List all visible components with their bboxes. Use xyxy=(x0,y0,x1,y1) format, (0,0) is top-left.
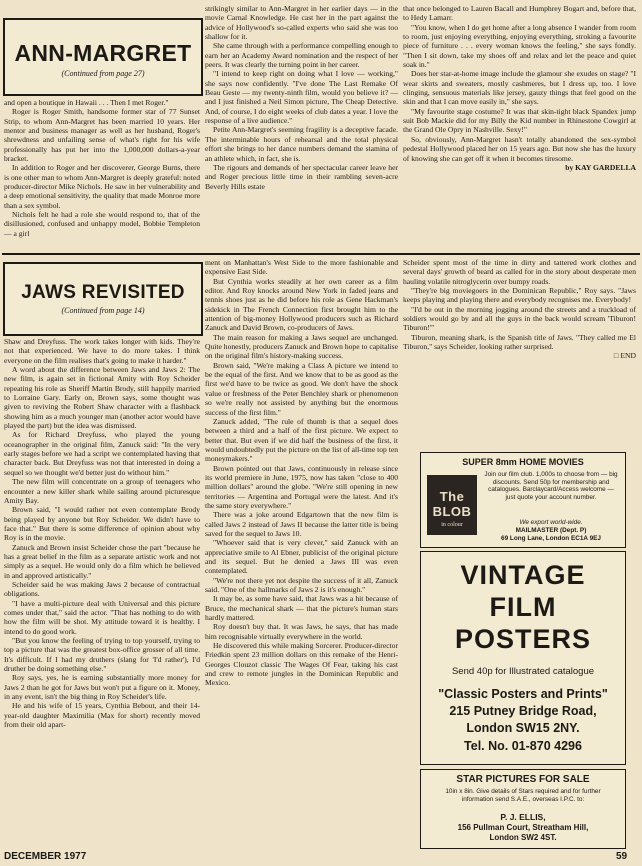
vintage-posters-ad xyxy=(420,551,626,765)
paragraph: "But you know the feeling of trying to top yourself, trying to top a picture that was the greatest box-office grosser of all time. It's difficult. If I had my druthers (slang for 'I'd rather'), I'd druther be doing something else." xyxy=(4,636,200,674)
vintage-tel: Tel. No. 01-870 4296 xyxy=(464,739,582,753)
ann-margret-col3 xyxy=(403,4,636,172)
paragraph: "Whoever said that is very clever," said Zanuck with an appreciative smile to Al Ebner, publicist of the original picture and its sequel. But he denied a Jaws III was even contemplated. xyxy=(205,538,398,576)
paragraph: So, obviously, Ann-Margret hasn't totally abandoned the sex-symbol pedestal Hollywood placed her on 15 years ago. But now she has the luxury of knowing she can get off it when it becomes tiresome. xyxy=(403,134,636,163)
super8-address: 69 Long Lane, London EC1A 9EJ xyxy=(501,535,601,542)
ann-margret-continued: (Continued from page 27) xyxy=(61,69,145,78)
paragraph: "I intend to keep right on doing what I love — working," she says now confidently. "I've done The Last Remake Of Beau Geste — my twenty-ninth film, would you believe it? — and I just finished a Neil Simon picture, The Cheap Detective. And, of course, I do eight weeks of club dates a year. I love the response of a live audience." xyxy=(205,69,398,126)
paragraph: ment on Manhattan's West Side to the more fashionable and expensive East Side. xyxy=(205,258,398,277)
paragraph: There was a joke around Edgartown that the new film is called Jaws 2 instead of Jaws II because the latter title is being saved for the sequel to Jaws 10. xyxy=(205,510,398,538)
paragraph: She came through with a performance compelling enough to earn her an Academy Award nomination and the respect of her peers. It was clearly the turning point in her career. xyxy=(205,41,398,70)
jaws-col1 xyxy=(4,337,200,729)
jaws-title: JAWS REVISITED xyxy=(21,282,185,303)
star-name: P. J. ELLIS, xyxy=(500,812,546,822)
ann-margret-header xyxy=(3,18,203,96)
jaws-continued: (Continued from page 14) xyxy=(61,306,145,315)
paragraph: Shaw and Dreyfuss. The work takes longer with kids. They're not that experienced. We have to do more takes. I think everyone on the film realises that's going to make it harder." xyxy=(4,337,200,365)
paragraph: Zanuck and Brown insist Scheider chose the part "because he has a great belief in the film as a separate artistic work and not simply as a sequel. He would only do a film which he believed in and approved artistically." xyxy=(4,542,200,580)
story-divider xyxy=(2,253,640,255)
byline: by KAY GARDELLA xyxy=(565,162,636,172)
vintage-line3: POSTERS xyxy=(454,624,592,654)
vintage-street: 215 Putney Bridge Road, xyxy=(449,704,597,718)
jaws-col3 xyxy=(403,258,636,361)
star-heading: STAR PICTURES FOR SALE xyxy=(456,774,590,785)
paragraph: and open a boutique in Hawaii . . . Then I met Roger." xyxy=(4,98,169,107)
paragraph: Roger is Roger Smith, handsome former star of 77 Sunset Strip, to whom Ann-Margret has been married 10 years. Her mentor and business manager as well as her husband, Roger's shrewdness and unfailing sense of what's right for his wife professionally has put her into the 1,000,000 dollars-a-year bracket. xyxy=(4,107,200,164)
jaws-header xyxy=(3,262,203,336)
star-street: 156 Pullman Court, Streatham Hill, xyxy=(457,823,589,832)
blob-poster-tag: in colour xyxy=(441,522,463,528)
vintage-line1: VINTAGE xyxy=(460,560,586,590)
paragraph: As for Richard Dreyfuss, who played the young oceanographer in the original film, Zanuck said: "In the very early stages before we had a script we contemplated having that character back. But Dreyfuss was not that interested in doing a sequel so we thought we'd better just do without him." xyxy=(4,430,200,477)
paragraph: Nichols felt he had a role she would respond to, that of the disillusioned, confused and unhappy model, Bobbie Templeton — a girl xyxy=(4,210,200,238)
paragraph: that once belonged to Lauren Bacall and Humphrey Bogart and, before that, to Hedy Lamarr. xyxy=(403,4,636,23)
ann-margret-title: ANN-MARGRET xyxy=(14,40,192,66)
ann-margret-col2 xyxy=(205,4,398,191)
super8-body: Join our film club. 1,000s to choose from — big discounts. Send 50p for membership and catalogues. Barclaycard/Access welcome — just quote your account number. xyxy=(484,471,618,501)
paragraph: strikingly similar to Ann-Margret in her earlier days — in the movie Carnal Knowledge. He cast her in the part against the advice of Hollywood's so-called experts who said she was too shallow for it. xyxy=(205,4,398,42)
super8-ad xyxy=(420,452,626,548)
paragraph: Zanuck added, "The rule of thumb is that a sequel does between a third and a half of the first picture. We expect to better that. But even if we did half the business of the first, it would undoubtedly put the picture on the list of all-time top ten moneymakers." xyxy=(205,416,398,464)
paragraph: "I have a multi-picture deal with Universal and this picture comes under that," said the actor. "That has nothing to do with how the film will be shot. My attitude toward it is healthy. I intend to do good work. xyxy=(4,598,200,636)
paragraph: "We're not there yet not despite the success of it all, Zanuck said. "One of the hallmarks of Jaws 2 is it's enough." xyxy=(205,575,398,595)
vintage-offer: Send 40p for Illustrated catalogue xyxy=(451,666,595,677)
blob-poster-title: The BLOB xyxy=(432,489,472,519)
star-body: 10in x 8in. Give details of Stars required and for further information send S.A.E., overseas I.P.C. to: xyxy=(445,788,601,803)
super8-company: MAILMASTER (Dept. P) xyxy=(515,527,587,534)
paragraph: Petite Ann-Margret's seeming fragility is a deceptive facade. The interminable hours of rehearsal and the total physical effort she brings to her dance numbers demand the stamina of an athlete which, in fact, she is. xyxy=(205,125,398,163)
paragraph: "You know, when I do get home after a long absence I wander from room to room, just enjoying everything, enjoying everything, stroking a favourite piece of furniture . . . every woman knows the feeling," she says fondly. "Then I sit down, take my shoes off and relax and let the peace and quiet soak in." xyxy=(403,22,636,70)
paragraph: Roy says, yes, he is earning substantially more money for Jaws 2 than he got for Jaws but won't put a figure on it. Money, in any event, isn't the big thing in Roy Scheider's life. xyxy=(4,673,200,702)
paragraph: It may be, as some have said, that Jaws was a hit because of Bruce, the mechanical shark — that the picture's human stars hardly mattered. xyxy=(205,594,398,623)
vintage-line2: FILM xyxy=(489,592,557,622)
super8-heading: SUPER 8mm HOME MOVIES xyxy=(462,457,584,467)
paragraph: "They're big moviegoers in the Dominican Republic," Roy says. "Jaws keeps playing and playing there and everybody recognises me. Everybody! xyxy=(403,286,636,305)
paragraph: A word about the difference between Jaws and Jaws 2: The new film, is again set in fictional Amity with Roy Scheider repeating his role as Sheriff Martin Brody, still happily married to Lorraine Gary. Early on, Brown says, some thought was given to reviving the Robert Shaw character with a flashback showing him as a much younger man (another actor would have played the part) but the idea was dismissed. xyxy=(4,365,200,431)
ann-margret-col1 xyxy=(4,98,200,238)
paragraph: Brown said, "I would rather not even contemplate Brody being played by anyone but Roy Scheider. We didn't have to face that." But there is some difference of opinion about why Roy is in the movie. xyxy=(4,505,200,543)
paragraph: Brown pointed out that Jaws, continuously in release since its world premiere in June, 1975, now has taken "close to 400 million dollars" around the globe. "We're still opening in new territories — Argentina and Portugal were the latest. And it's the same story everywhere." xyxy=(205,463,398,510)
end-mark: □ END xyxy=(613,351,636,361)
paragraph: "I'd be out in the morning jogging around the streets and a truckload of soldiers would go by and all the guys in the back would scream 'Tiburon! Tiburon!'" xyxy=(403,304,636,333)
paragraph: Scheider spent most of the time in dirty and tattered work clothes and several days' growth of beard as called for in the story about desperate men hauling volatile nitroglycerin over bumpy roads. xyxy=(403,258,636,286)
paragraph: Scheider said he was making Jaws 2 because of contractual obligations. xyxy=(4,579,200,599)
paragraph: The rigours and demands of her spectacular career leave her and Roger precious little time in their rambling seven-acre Beverly Hills estate xyxy=(205,162,398,191)
paragraph: Does her star-at-home image include the glamour she exudes on stage? "I wear skirts and sweaters, mostly cashmeres, but I dress up, too. I love clinging, sensuous materials like jersey, gauzy things that feel good on the skin and that I can move easily in," she says. xyxy=(403,69,636,107)
jaws-col2 xyxy=(205,258,398,688)
paragraph: Tiburon, meaning shark, is the Spanish title of Jaws. "They called me El Tiburon," says Scheider, looking rather surprised. xyxy=(403,332,636,352)
super8-export: We export world-wide. xyxy=(519,519,583,526)
blob-poster-image xyxy=(427,475,477,535)
paragraph: But Cynthia works steadily at her own career as a film editor. And Roy knocks around New York in faded jeans and tennis shoes just as he did before his role as Gene Hackman's sidekick in The French Connection first brought him to the attention of big-money Hollywood producers such as Richard Zanuck and David Brown, co-producers of Jaws. xyxy=(205,276,398,333)
star-city: London SW2 4ST. xyxy=(489,833,557,842)
vintage-city: London SW15 2NY. xyxy=(466,721,580,735)
paragraph: Brown said, "We're making a Class A picture we intend to be the equal of the first. And we know that to be as good as the first we'd have to be twice as good. We don't have the shock value or freshness of the Peter Benchley shark or phenomenon so we're really not assisted by anything but the enormous success of the first film." xyxy=(205,360,398,417)
paragraph: He and his wife of 15 years, Cynthia Bebout, and their 14-year-old daughter Maximilia (Max for short) recently moved from their old apart- xyxy=(4,701,200,730)
paragraph: In addition to Roger and her discoverer, George Burns, there is one other man to whom Ann-Margret is deeply grateful: noted producer-director Mike Nichols. He saw in her vulnerability and a deep emotional sensitivity, the quality that made Monroe more than a sex symbol. xyxy=(4,163,200,210)
issue-date: DECEMBER 1977 xyxy=(4,851,87,862)
vintage-shop: "Classic Posters and Prints" xyxy=(438,687,608,701)
paragraph: He discovered this while making Sorcerer. Producer-director Friedkin spent 23 million dollars on this remake of the Henri-Georges Clouzot classic The Wages Of Fear, taking his cast and crew to remote jungles in the Dominican Republic and Mexico. xyxy=(205,641,398,688)
paragraph: The new film will concentrate on a group of teenagers who encounter a new killer shark while sailing around picturesque Amity Bay. xyxy=(4,477,200,505)
paragraph: The main reason for making a Jaws sequel are unchanged. Quite honestly, producers Zanuck and Brown hope to capitalise on the original film's history-making success. xyxy=(205,332,398,361)
star-pictures-ad xyxy=(420,769,626,849)
page-number: 59 xyxy=(616,851,628,862)
paragraph: Roy doesn't buy that. It was Jaws, he says, that has made him recognisable virtually everywhere in the world. xyxy=(205,622,398,641)
paragraph: "My favourite stage costume? It was that skin-tight black Spandex jump suit Bob Mackie did for my Billy the Kid number in Rhinestone Cowgirl at the Grand Ole Opry in Nashville. Sexy!" xyxy=(403,106,636,135)
